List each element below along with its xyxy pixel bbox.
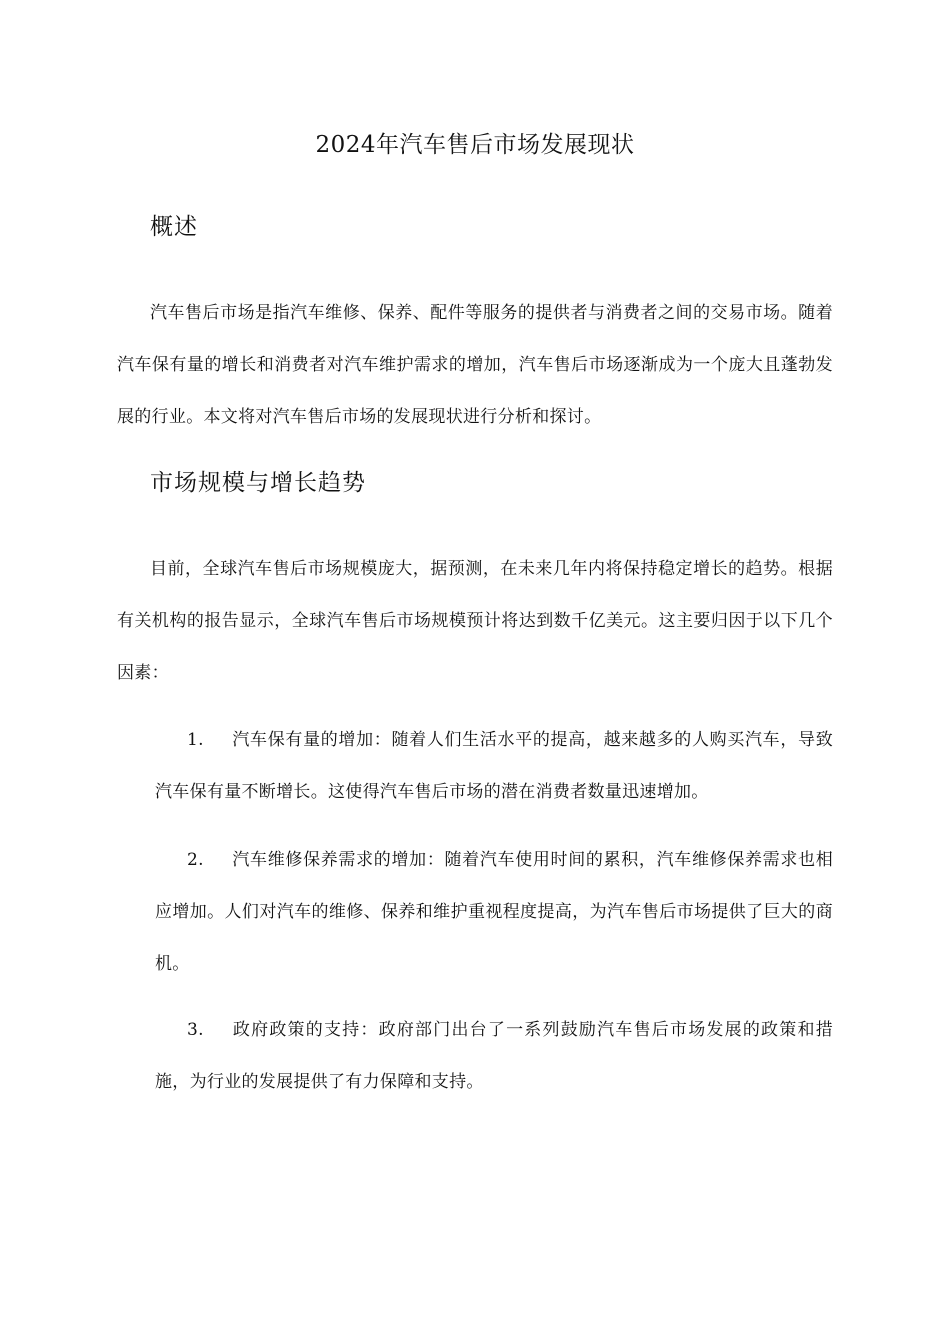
list-item xyxy=(155,714,833,818)
list-item-text: 汽车保有量的增加：随着人们生活水平的提高，越来越多的人购买汽车，导致汽车保有量不断增长。这使得汽车售后市场的潜在消费者数量迅速增加。 xyxy=(155,730,833,802)
list-item xyxy=(155,1004,833,1108)
list-item-number: 1. xyxy=(187,730,204,750)
list-item-number: 2. xyxy=(187,850,204,870)
document-title: 2024年汽车售后市场发展现状 xyxy=(315,132,635,158)
list-item-text: 汽车维修保养需求的增加：随着汽车使用时间的累积，汽车维修保养需求也相应增加。人们对汽车的维修、保养和维护重视程度提高，为汽车售后市场提供了巨大的商机。 xyxy=(155,850,833,974)
list-item xyxy=(155,834,833,990)
overview-paragraph: 汽车售后市场是指汽车维修、保养、配件等服务的提供者与消费者之间的交易市场。随着汽车保有量的增长和消费者对汽车维护需求的增加，汽车售后市场逐渐成为一个庞大且蓬勃发展的行业。本文将对汽车售后市场的发展现状进行分析和探讨。 xyxy=(117,303,833,427)
section-heading-overview: 概述 xyxy=(150,214,198,240)
list-item-text: 政府政策的支持：政府部门出台了一系列鼓励汽车售后市场发展的政策和措施，为行业的发展提供了有力保障和支持。 xyxy=(155,1020,833,1092)
section-heading-market-size: 市场规模与增长趋势 xyxy=(150,470,366,496)
list-item-number: 3. xyxy=(187,1020,204,1040)
market-size-paragraph: 目前，全球汽车售后市场规模庞大，据预测，在未来几年内将保持稳定增长的趋势。根据有关机构的报告显示，全球汽车售后市场规模预计将达到数千亿美元。这主要归因于以下几个因素： xyxy=(117,559,833,683)
